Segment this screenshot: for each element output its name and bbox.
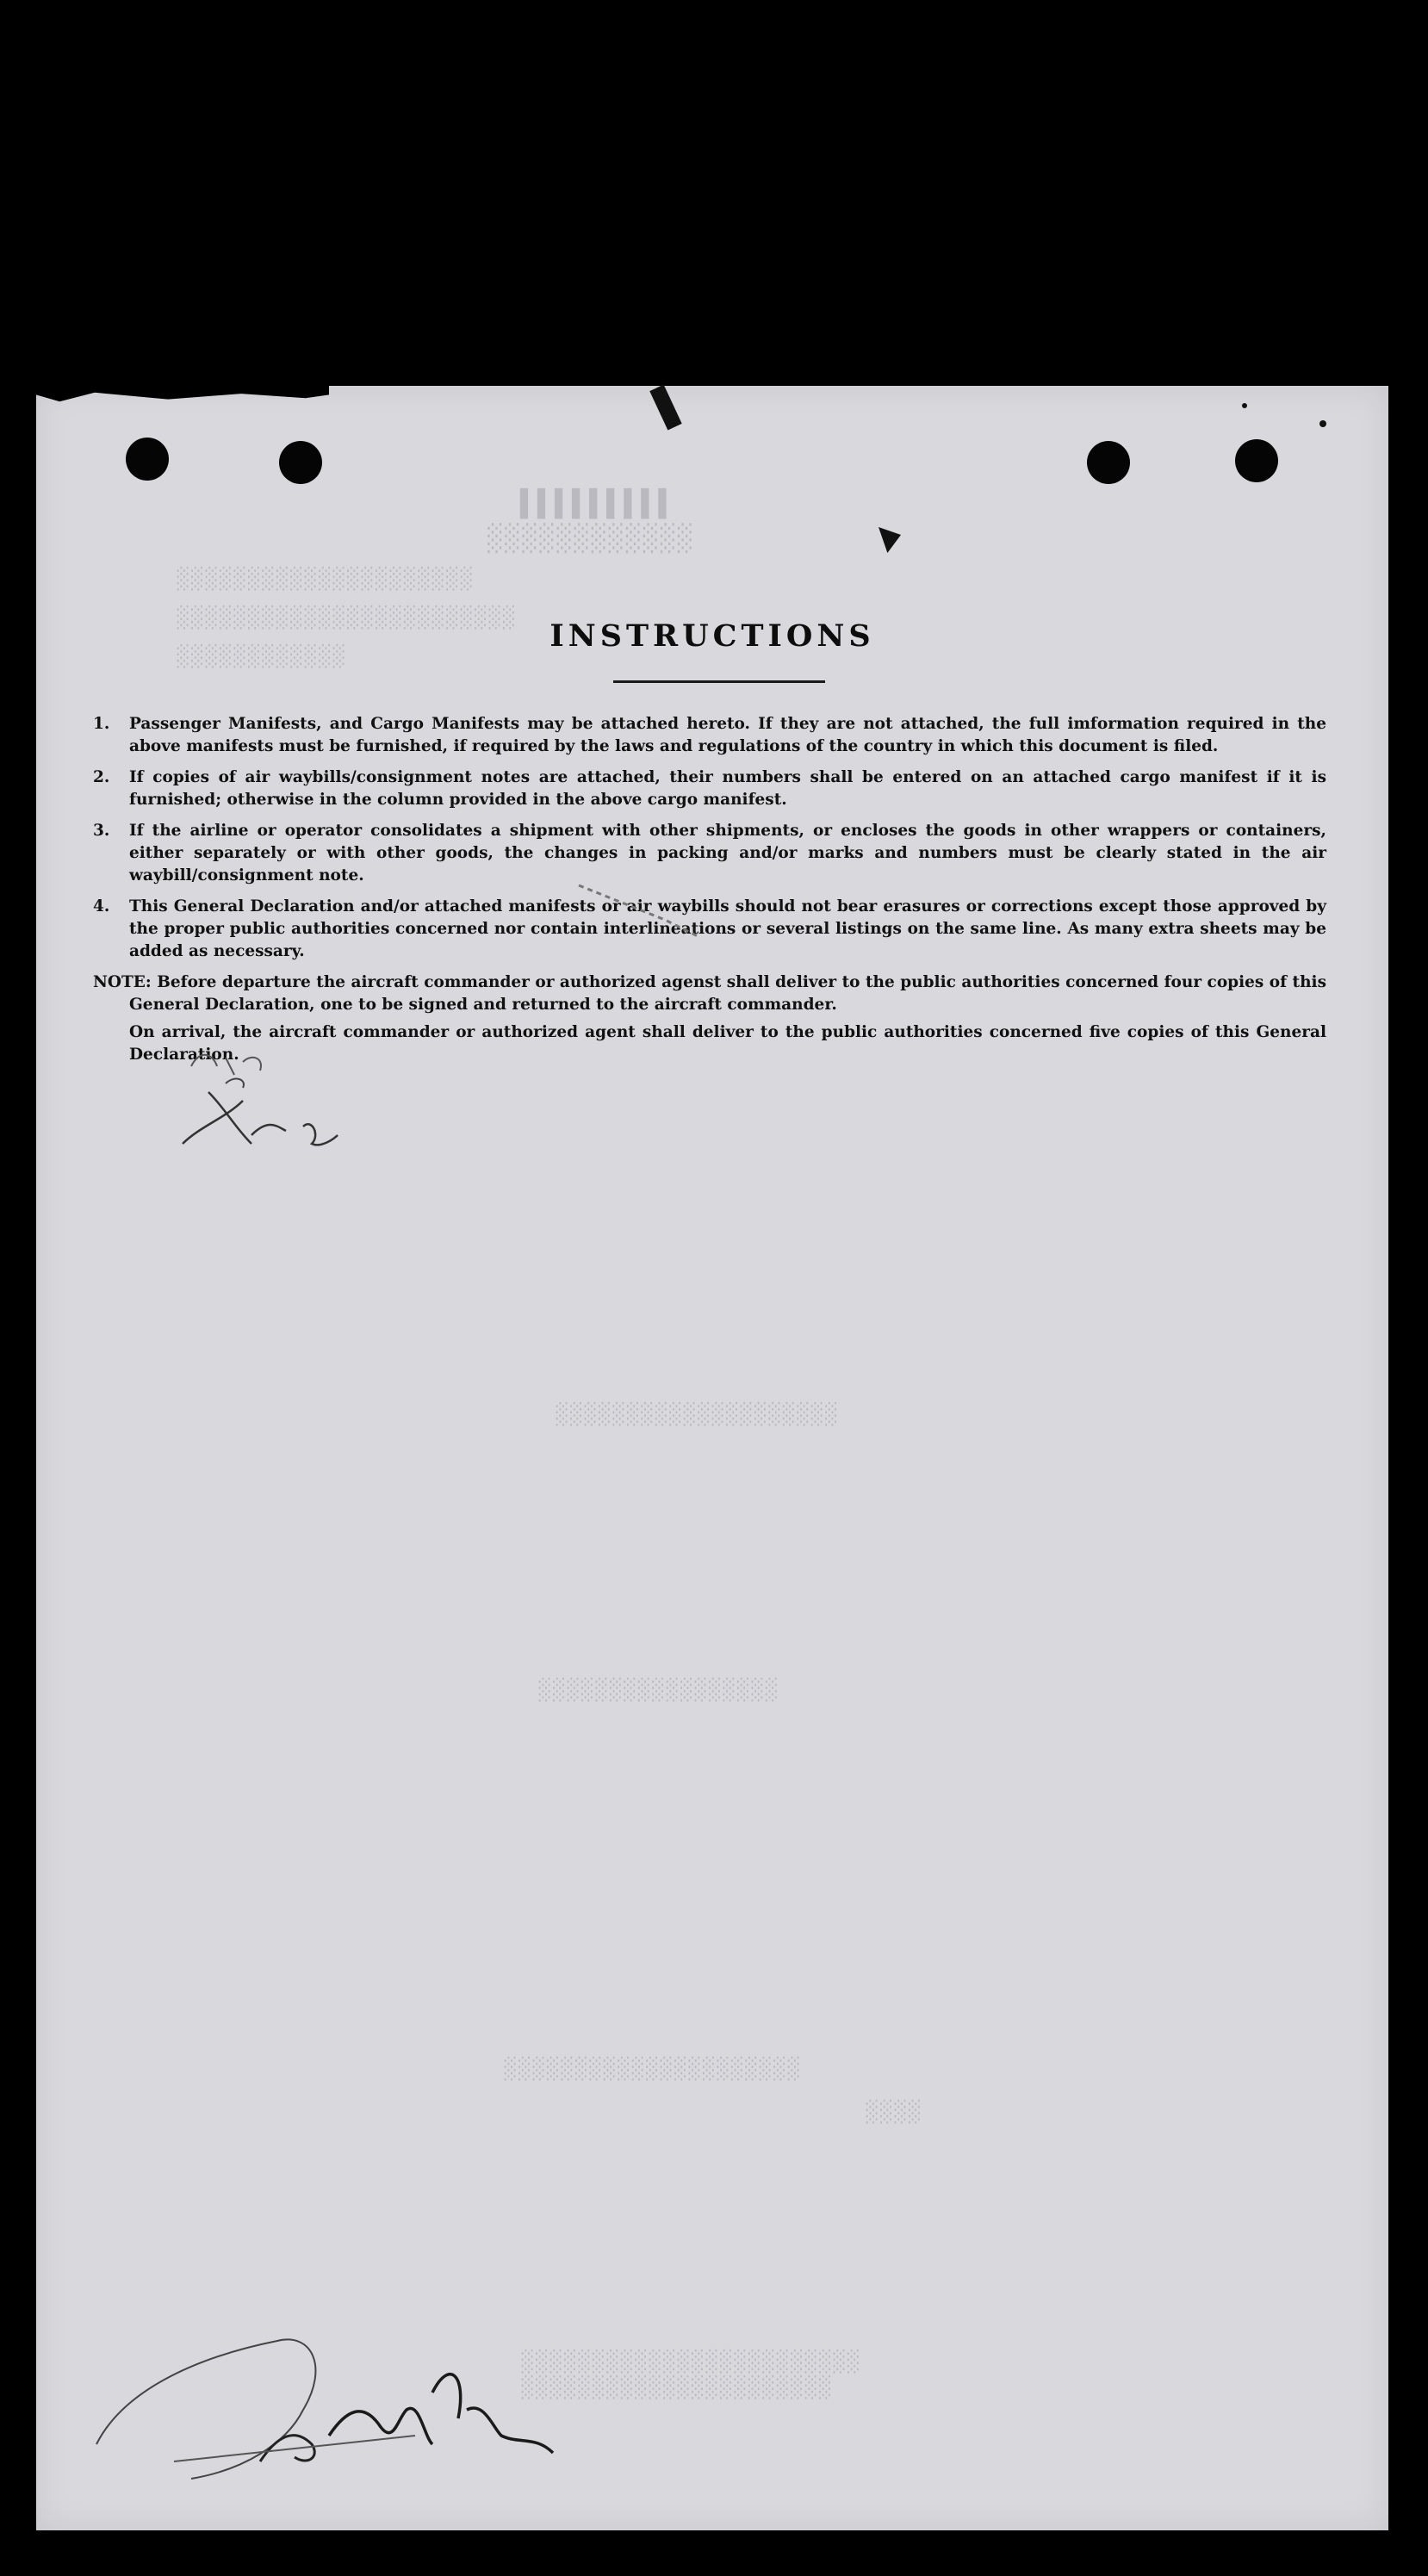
instruction-number: 4. <box>93 897 110 916</box>
note-departure-text: Before departure the aircraft commander or authorized agenst shall deliver to the public authorities concerned four copies of this General Declaration, one to be signed and returned to the aircraft commander. <box>129 973 1326 1014</box>
ink-speck <box>649 385 681 431</box>
instruction-text: If the airline or operator consolidates a shipment with other shipments, or encloses the goods in other wrappers or containers, either separately or with other goods, the changes in packing and/or marks and numbers must be clearly stated in the air waybill/consignment note. <box>129 822 1326 885</box>
instruction-number: 3. <box>93 822 110 840</box>
ink-speck <box>1242 403 1247 408</box>
signature-image <box>88 2306 622 2496</box>
ink-speck <box>1319 420 1326 427</box>
note-departure <box>93 971 1326 1016</box>
handwritten-mark-small <box>183 1040 286 1083</box>
instruction-text: Passenger Manifests, and Cargo Manifests may be attached hereto. If they are not attached, the full imformation required in the above manifests must be furnished, if required by the laws and regulations of the country in which this document is filed. <box>129 715 1326 755</box>
instruction-item <box>93 767 1326 811</box>
stamp-trace <box>570 877 742 946</box>
punch-hole-left-outer <box>126 438 169 481</box>
ink-speck <box>879 527 901 553</box>
paper-sheet <box>36 386 1388 2530</box>
instruction-text: This General Declaration and/or attached manifests or air waybills should not bear erasures or corrections except those approved by the proper public authorities concerned nor contain interlineations or several listings on the same line. As many extra sheets may be added as necessary. <box>129 897 1326 960</box>
punch-hole-right-outer <box>1235 439 1278 482</box>
note-arrival-text: On arrival, the aircraft commander or authorized agent shall deliver to the public authorities concerned five copies of this General Declaration. <box>129 1023 1326 1064</box>
show-through-texture: ▐▐▐▐▐▐▐▐▐ ░░░░░░░░░░░░ ░░░░░░░░░░░░░░░░░░░░░ ░░░░░░░░░░░░░░░░░░░░░░░░ ░░░░░░░░░░░░ ░░░░░░░░░░░░░░░░░░░░ ░░░░░░░░░░░░░░░░░ ░░░░░░░░░░░░░░░░░░░░░ ░░░░ ░░░░░░░░░░░░░░░░░░░░░░░░ ░░░░░░░░░░░░░░░░░░░░░░ <box>174 489 920 2399</box>
document-title: INSTRUCTIONS <box>549 618 875 654</box>
torn-edge <box>36 386 329 408</box>
title-underline <box>613 680 825 683</box>
punch-hole-right-inner <box>1087 441 1130 484</box>
instruction-number: 1. <box>93 715 110 733</box>
instruction-text: If copies of air waybills/consignment notes are attached, their numbers shall be entered on an attached cargo manifest if it is furnished; otherwise in the column provided in the above cargo manifest. <box>129 768 1326 809</box>
note-label: NOTE: <box>93 973 152 991</box>
punch-hole-left-inner <box>279 441 322 484</box>
instruction-number: 2. <box>93 768 110 786</box>
instruction-item <box>93 713 1326 758</box>
